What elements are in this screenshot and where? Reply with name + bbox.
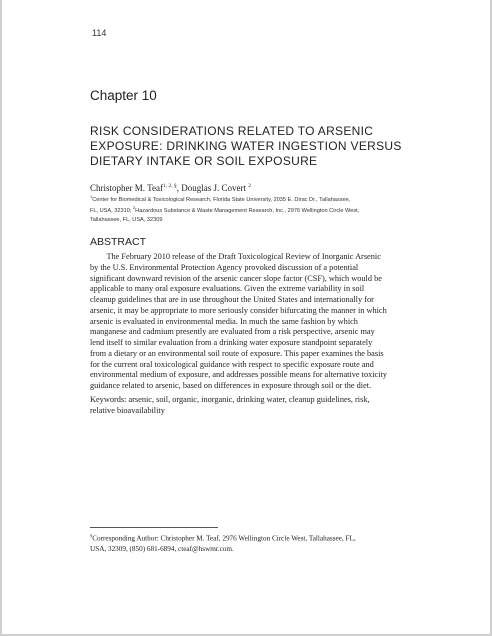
- abstract-line: by the U.S. Environmental Protection Agency provoked discussion of a potential: [90, 262, 359, 272]
- abstract-line: arsenic, it may be appropriate to more seriously consider bifurcating the manner in which: [90, 305, 387, 315]
- author-marks: 2: [248, 183, 251, 189]
- affiliation-mark: 1: [90, 194, 93, 199]
- footnote-line: §Corresponding Author: Christopher M. Teaf, 2976 Wellington Circle West, Tallahassee, FL,: [90, 533, 356, 543]
- abstract-heading: ABSTRACT: [90, 236, 147, 248]
- abstract-line: lend itself to similar evaluation from a drinking water exposure standpoint separately: [90, 338, 373, 347]
- keywords: [90, 395, 408, 417]
- title-line: DIETARY INTAKE OR SOIL EXPOSURE: [90, 154, 318, 168]
- title-line: RISK CONSIDERATIONS RELATED TO ARSENIC: [90, 124, 374, 138]
- abstract-line: manganese and cadmium presently are evaluated from a risk perspective, arsenic may: [90, 327, 375, 337]
- keywords-line: Keywords: arsenic, soil, organic, inorganic, drinking water, cleanup guidelines, risk,: [90, 395, 370, 404]
- affiliation-line: $^1$Center for Biomedical & Toxicological Research, Florida State University, 2035 E. Dirac Dr., Tallahassee,: [90, 194, 351, 203]
- affiliation-line: FL, USA, 32310; $^2$Hazardous Substance & Waste Management Research, Inc., 2976 Wellington Circle West,: [90, 205, 360, 215]
- author-marks: 1, 2, §: [162, 183, 177, 189]
- affiliation-mark: 2: [132, 205, 136, 211]
- abstract-line: applicable to many oral exposure evaluations. Given the extreme variability in soil: [90, 284, 365, 294]
- author-name: Christopher M. Teaf: [90, 183, 163, 193]
- abstract-line: significant downward revision of the arsenic cancer slope factor (CSF), which would be: [90, 273, 382, 283]
- abstract-line: for the current oral toxicological guidance with respect to specific exposure route and: [90, 359, 374, 369]
- affiliations: [90, 193, 420, 224]
- footnote: [90, 531, 410, 554]
- page-number: 114: [92, 28, 107, 38]
- abstract-line: environmental medium of exposure, and addresses possible means for alternative toxicity: [90, 370, 387, 380]
- footnote-divider: [90, 527, 218, 528]
- abstract-line: guidance related to arsenic, based on differences in exposure through soil or the diet.: [90, 381, 372, 390]
- paper-title: [90, 124, 420, 169]
- abstract-line: from a dietary or an environmental soil route of exposure. This paper examines the basis: [90, 348, 384, 358]
- abstract-line: cleanup guidelines that are in use throughout the United States and internationally for: [90, 295, 374, 304]
- footnote-mark: §: [90, 533, 93, 538]
- author-line: [90, 183, 410, 193]
- chapter-heading: Chapter 10: [90, 88, 157, 103]
- footnote-line: USA, 32309, (850) 681-6894, cteaf@hswmr.com.: [90, 544, 234, 553]
- abstract-body: [90, 252, 408, 392]
- abstract-line: arsenic is evaluated in environmental media. In much the same fashion by which: [90, 316, 358, 326]
- author-name: Douglas J. Covert: [181, 183, 246, 193]
- keywords-line: relative bioavailability: [90, 405, 165, 415]
- abstract-line: The February 2010 release of the Draft Toxicological Review of Inorganic Arsenic: [90, 252, 381, 261]
- affiliation-line: Tallahassee, FL, USA, 32309: [90, 216, 163, 223]
- title-line: EXPOSURE: DRINKING WATER INGESTION VERSUS: [90, 139, 402, 153]
- author-separator: ,: [176, 183, 182, 193]
